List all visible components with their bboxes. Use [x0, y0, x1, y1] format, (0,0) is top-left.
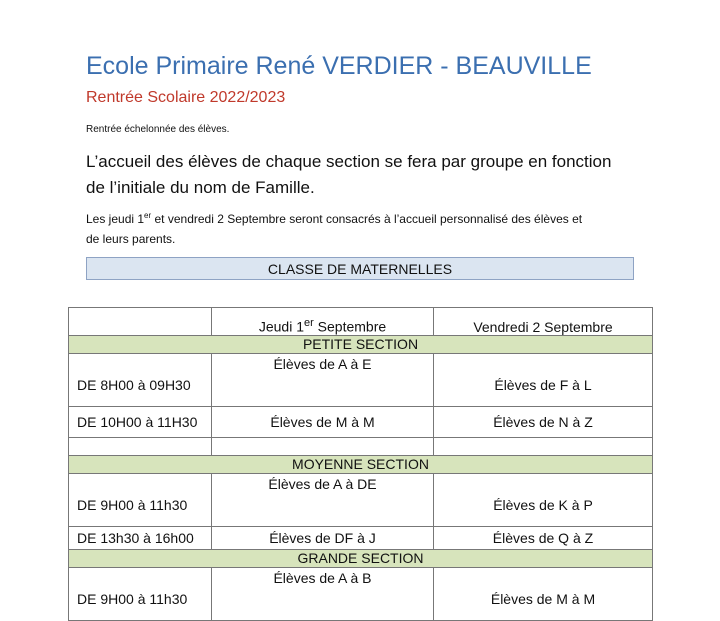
- row-time: DE 8H00 à 09H30: [69, 354, 212, 407]
- header-vendredi: Vendredi 2 Septembre: [434, 308, 653, 336]
- row-vendredi: Élèves de K à P: [434, 474, 653, 527]
- row-vendredi: Élèves de F à L: [434, 354, 653, 407]
- section-row: [69, 550, 653, 568]
- welcome-paragraph: [86, 209, 686, 249]
- row-vendredi: Élèves de M à M: [434, 568, 653, 621]
- section-title-petite: PETITE SECTION: [69, 336, 653, 354]
- section-row: [69, 336, 653, 354]
- empty-cell: [212, 438, 434, 456]
- table-row: [69, 474, 653, 527]
- row-jeudi: Élèves de M à M: [212, 407, 434, 438]
- row-jeudi: Élèves de A à B: [212, 568, 434, 621]
- row-time: DE 9H00 à 11h30: [69, 474, 212, 527]
- welcome-line-2: de leurs parents.: [86, 232, 176, 246]
- row-time: DE 13h30 à 16h00: [69, 527, 212, 550]
- lead-paragraph: [86, 149, 686, 201]
- school-year-subtitle: Rentrée Scolaire 2022/2023: [86, 89, 286, 106]
- header-jeudi: Jeudi 1er Septembre: [212, 308, 434, 336]
- section-title-moyenne: MOYENNE SECTION: [69, 456, 653, 474]
- table-header-row: [69, 308, 653, 336]
- staggered-entry-note: Rentrée échelonnée des élèves.: [86, 124, 230, 135]
- row-time: DE 9H00 à 11h30: [69, 568, 212, 621]
- row-time: DE 10H00 à 11H30: [69, 407, 212, 438]
- empty-cell: [69, 438, 212, 456]
- row-vendredi: Élèves de N à Z: [434, 407, 653, 438]
- table-row: [69, 568, 653, 621]
- table-row: [69, 527, 653, 550]
- section-row: [69, 456, 653, 474]
- section-title-grande: GRANDE SECTION: [69, 550, 653, 568]
- lead-line-1: L’accueil des élèves de chaque section se fera par groupe en fonction: [86, 152, 612, 171]
- empty-cell: [434, 438, 653, 456]
- welcome-line-1: Les jeudi 1er et vendredi 2 Septembre seront consacrés à l’accueil personnalisé des élèves et: [86, 211, 583, 226]
- lead-line-2: de l’initiale du nom de Famille.: [86, 178, 315, 197]
- row-jeudi: Élèves de A à DE: [212, 474, 434, 527]
- schedule-table: [68, 307, 653, 621]
- school-title: Ecole Primaire René VERDIER - BEAUVILLE: [86, 52, 592, 80]
- header-empty-cell: [69, 308, 212, 336]
- row-jeudi: Élèves de DF à J: [212, 527, 434, 550]
- row-jeudi: Élèves de A à E: [212, 354, 434, 407]
- table-row: [69, 407, 653, 438]
- classe-maternelles-banner: CLASSE DE MATERNELLES: [86, 257, 634, 280]
- table-row: [69, 354, 653, 407]
- row-vendredi: Élèves de Q à Z: [434, 527, 653, 550]
- empty-row: [69, 438, 653, 456]
